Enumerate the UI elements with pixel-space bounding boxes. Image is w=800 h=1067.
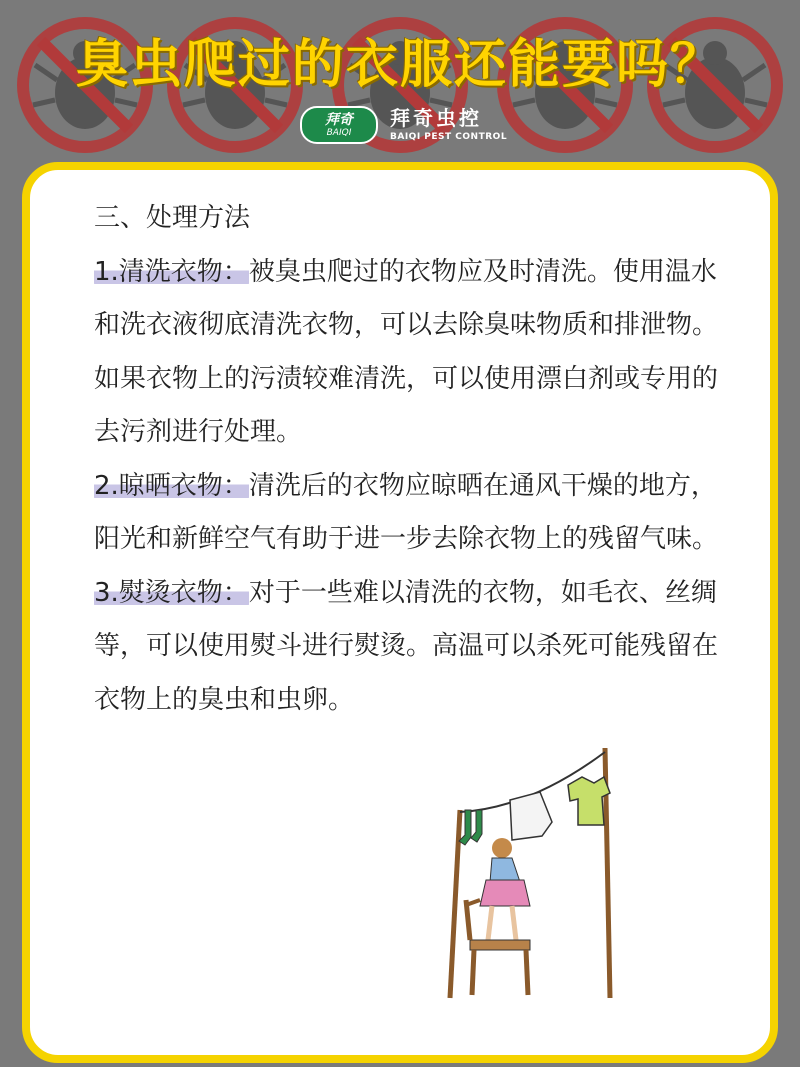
logo-badge-cn: 拜奇: [325, 111, 353, 128]
method-item-2: [58, 460, 738, 567]
method-item-1: [58, 246, 738, 460]
method-text-1: 被臭虫爬过的衣物应及时清洗。使用温水和洗衣液彻底清洗衣物，可以去除臭味物质和排泄物。如果衣物上的污渍较难清洗，可以使用漂白剂或专用的去污剂进行处理。: [94, 256, 719, 447]
logo-text: [390, 108, 507, 142]
laundry-illustration: [440, 740, 660, 1005]
method-label-1: 1.清洗衣物：: [94, 256, 249, 287]
method-text-3: 对于一些难以清洗的衣物，如毛衣、丝绸等，可以使用熨斗进行熨烫。高温可以杀死可能残留在衣物上的臭虫和虫卵。: [94, 577, 719, 715]
method-item-3: [58, 567, 738, 728]
logo-badge: [300, 106, 378, 144]
section-heading: 三、处理方法: [94, 203, 251, 233]
method-text-2: 清洗后的衣物应晾晒在通风干燥的地方，阳光和新鲜空气有助于进一步去除衣物上的残留气味。: [94, 470, 719, 554]
brand-logo: [300, 105, 507, 145]
method-label-2: 2.晾晒衣物：: [94, 470, 249, 501]
page-title: 臭虫爬过的衣服还能要吗？: [75, 35, 724, 95]
logo-name-cn: 拜奇虫控: [390, 106, 482, 130]
logo-name-en: BAIQI PEST CONTROL: [390, 132, 508, 142]
logo-badge-en: BAIQI: [326, 127, 352, 138]
content-body: [58, 192, 738, 727]
method-label-3: 3.熨烫衣物：: [94, 577, 249, 608]
